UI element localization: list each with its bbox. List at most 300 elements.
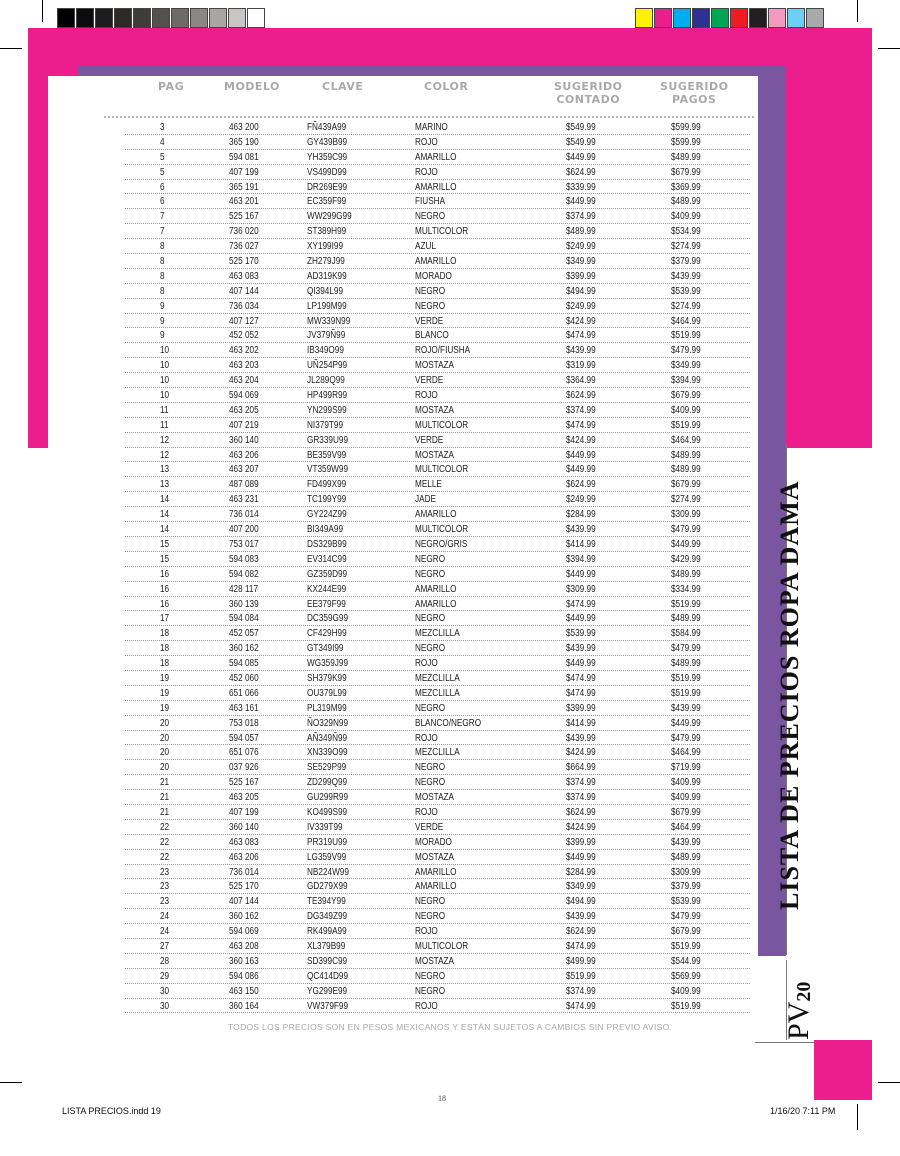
color-swatch — [749, 8, 767, 28]
cell-color: AMARILLO — [415, 881, 457, 893]
color-swatch — [152, 8, 170, 28]
cell-color: AMARILLO — [415, 151, 457, 163]
cell-clave: LP199M99 — [307, 300, 347, 312]
cell-clave: EE379F99 — [307, 598, 346, 610]
cell-modelo: 594 085 — [229, 658, 259, 670]
cell-color: MOSTAZA — [415, 851, 455, 863]
cell-contado: $349.99 — [566, 256, 596, 268]
cell-clave: SH379K99 — [307, 672, 347, 684]
cell-pag: 10 — [160, 345, 170, 357]
table-row — [125, 775, 750, 790]
cell-pag: 21 — [160, 806, 170, 818]
table-row — [125, 567, 750, 582]
cell-contado: $664.99 — [566, 762, 596, 774]
cell-pag: 16 — [160, 598, 170, 610]
table-row — [125, 671, 750, 686]
table-row — [125, 180, 750, 195]
cell-contado: $439.99 — [566, 732, 596, 744]
cell-modelo: 463 231 — [229, 494, 259, 506]
cell-contado: $439.99 — [566, 911, 596, 923]
cell-pagos: $519.99 — [671, 687, 701, 699]
grayscale-color-bar — [57, 8, 266, 28]
table-row — [125, 537, 750, 552]
cell-color: VERDE — [415, 315, 444, 327]
logo-underline — [755, 1042, 815, 1043]
cell-clave: UÑ254P99 — [307, 360, 348, 372]
cell-color: AMARILLO — [415, 866, 457, 878]
cell-clave: GR339U99 — [307, 434, 349, 446]
cell-clave: TE394Y99 — [307, 896, 346, 908]
table-row — [125, 597, 750, 612]
cell-color: NEGRO — [415, 911, 446, 923]
color-swatch — [635, 8, 653, 28]
cell-contado: $249.99 — [566, 494, 596, 506]
table-row — [125, 477, 750, 492]
cell-contado: $499.99 — [566, 955, 596, 967]
cell-pagos: $464.99 — [671, 434, 701, 446]
cell-pagos: $439.99 — [671, 270, 701, 282]
cell-pagos: $539.99 — [671, 896, 701, 908]
table-row — [125, 805, 750, 820]
cell-pagos: $409.99 — [671, 777, 701, 789]
side-title: LISTA DE PRECIOS ROPA DAMA — [775, 480, 804, 910]
cell-contado: $624.99 — [566, 166, 596, 178]
cell-clave: ZD299Q99 — [307, 777, 348, 789]
cell-clave: LG359V99 — [307, 851, 347, 863]
table-row — [125, 924, 750, 939]
cell-pagos: $379.99 — [671, 256, 701, 268]
cell-pagos: $409.99 — [671, 211, 701, 223]
cell-modelo: 736 034 — [229, 300, 259, 312]
table-row — [125, 850, 750, 865]
logo-main: PV — [782, 1001, 815, 1040]
header-pagos — [660, 80, 728, 106]
color-swatch — [95, 8, 113, 28]
process-color-bar — [635, 8, 825, 28]
cell-color: FIUSHA — [415, 196, 446, 208]
cell-pag: 22 — [160, 821, 170, 833]
cell-modelo: 736 027 — [229, 241, 259, 253]
cell-clave: PR319U99 — [307, 836, 348, 848]
cell-contado: $374.99 — [566, 777, 596, 789]
cell-clave: MW339N99 — [307, 315, 351, 327]
cell-color: MULTICOLOR — [415, 419, 469, 431]
cell-modelo: 407 199 — [229, 806, 259, 818]
cell-pag: 27 — [160, 940, 170, 952]
cell-clave: GD279X99 — [307, 881, 348, 893]
cell-pagos: $479.99 — [671, 524, 701, 536]
cell-pag: 16 — [160, 583, 170, 595]
cell-contado: $394.99 — [566, 553, 596, 565]
cell-clave: XY199I99 — [307, 241, 344, 253]
cell-pagos: $449.99 — [671, 717, 701, 729]
cell-color: BLANCO/NEGRO — [415, 717, 482, 729]
cell-clave: DG349Z99 — [307, 911, 348, 923]
cell-color: ROJO — [415, 166, 438, 178]
cell-contado: $439.99 — [566, 524, 596, 536]
color-swatch — [692, 8, 710, 28]
cell-pagos: $479.99 — [671, 732, 701, 744]
cell-clave: DC359G99 — [307, 613, 349, 625]
cell-pagos: $599.99 — [671, 136, 701, 148]
cell-pagos: $519.99 — [671, 419, 701, 431]
table-row — [125, 209, 750, 224]
cell-contado: $424.99 — [566, 821, 596, 833]
cell-color: NEGRO — [415, 985, 446, 997]
table-row — [125, 507, 750, 522]
cell-clave: ZH279J99 — [307, 256, 345, 268]
header-clave: CLAVE — [322, 80, 364, 93]
cell-pagos: $519.99 — [671, 940, 701, 952]
cell-pag: 5 — [160, 166, 165, 178]
cell-contado: $374.99 — [566, 792, 596, 804]
cell-modelo: 594 082 — [229, 568, 259, 580]
cell-clave: SD399C99 — [307, 955, 348, 967]
cell-color: MULTICOLOR — [415, 524, 469, 536]
cell-clave: NB224W99 — [307, 866, 349, 878]
cell-clave: ST389H99 — [307, 226, 347, 238]
table-row — [125, 686, 750, 701]
cell-pagos: $464.99 — [671, 747, 701, 759]
page-margin — [28, 448, 48, 1148]
cell-pag: 23 — [160, 881, 170, 893]
table-row — [125, 611, 750, 626]
cell-modelo: 428 117 — [229, 583, 259, 595]
cell-color: NEGRO — [415, 970, 446, 982]
cell-clave: ÑO329N99 — [307, 717, 349, 729]
cell-clave: XN339O99 — [307, 747, 348, 759]
table-row — [125, 745, 750, 760]
cell-color: NEGRO — [415, 568, 446, 580]
cell-pagos: $449.99 — [671, 538, 701, 550]
cell-pag: 13 — [160, 464, 170, 476]
cell-contado: $494.99 — [566, 896, 596, 908]
cell-contado: $374.99 — [566, 985, 596, 997]
color-swatch — [711, 8, 729, 28]
cell-contado: $249.99 — [566, 300, 596, 312]
cell-modelo: 360 163 — [229, 955, 259, 967]
cell-color: VERDE — [415, 375, 444, 387]
table-row — [125, 269, 750, 284]
cell-contado: $624.99 — [566, 926, 596, 938]
cell-contado: $549.99 — [566, 122, 596, 133]
color-swatch — [247, 8, 265, 28]
header-divider — [104, 116, 754, 118]
cell-contado: $449.99 — [566, 568, 596, 580]
cell-modelo: 594 083 — [229, 553, 259, 565]
cell-contado: $439.99 — [566, 643, 596, 655]
cell-modelo: 463 207 — [229, 464, 259, 476]
table-row — [125, 969, 750, 984]
cell-modelo: 360 162 — [229, 643, 259, 655]
cell-pagos: $679.99 — [671, 806, 701, 818]
cell-contado: $474.99 — [566, 330, 596, 342]
cell-modelo: 463 205 — [229, 792, 259, 804]
cell-clave: XL379B99 — [307, 940, 346, 952]
cell-clave: BI349A99 — [307, 524, 344, 536]
cell-pag: 28 — [160, 955, 170, 967]
table-row — [125, 790, 750, 805]
table-row — [125, 462, 750, 477]
cell-color: MOSTAZA — [415, 449, 455, 461]
cell-modelo: 525 170 — [229, 256, 259, 268]
cell-color: MEZCLILLA — [415, 628, 460, 640]
cell-pagos: $489.99 — [671, 613, 701, 625]
table-row — [125, 731, 750, 746]
table-row — [125, 284, 750, 299]
cell-clave: HP499R99 — [307, 390, 348, 402]
cell-color: ROJO/FIUSHA — [415, 345, 471, 357]
cell-contado: $439.99 — [566, 345, 596, 357]
cell-color: NEGRO — [415, 211, 446, 223]
cell-pagos: $479.99 — [671, 911, 701, 923]
cell-pagos: $409.99 — [671, 792, 701, 804]
color-swatch — [768, 8, 786, 28]
cell-pag: 24 — [160, 911, 170, 923]
cell-clave: AD319K99 — [307, 270, 347, 282]
cell-contado: $309.99 — [566, 583, 596, 595]
table-row — [125, 165, 750, 180]
cell-modelo: 525 167 — [229, 777, 259, 789]
cell-pagos: $274.99 — [671, 494, 701, 506]
cell-contado: $474.99 — [566, 419, 596, 431]
cell-contado: $414.99 — [566, 538, 596, 550]
cell-clave: GY439B99 — [307, 136, 348, 148]
table-row — [125, 239, 750, 254]
cell-color: NEGRO — [415, 285, 446, 297]
cell-contado: $424.99 — [566, 434, 596, 446]
table-row — [125, 865, 750, 880]
cell-color: MOSTAZA — [415, 955, 455, 967]
color-swatch — [654, 8, 672, 28]
cell-pag: 11 — [160, 404, 169, 416]
cell-color: MORADO — [415, 270, 452, 282]
cell-modelo: 594 081 — [229, 151, 259, 163]
cell-pag: 23 — [160, 866, 170, 878]
cell-pag: 23 — [160, 896, 170, 908]
cell-modelo: 407 199 — [229, 166, 259, 178]
table-row — [125, 418, 750, 433]
cell-contado: $449.99 — [566, 151, 596, 163]
table-row — [125, 522, 750, 537]
cell-pagos: $569.99 — [671, 970, 701, 982]
cell-contado: $474.99 — [566, 940, 596, 952]
cell-modelo: 360 140 — [229, 434, 259, 446]
color-swatch — [171, 8, 189, 28]
cell-pagos: $519.99 — [671, 598, 701, 610]
cell-pagos: $274.99 — [671, 300, 701, 312]
cell-contado: $249.99 — [566, 241, 596, 253]
cell-contado: $474.99 — [566, 672, 596, 684]
table-row — [125, 135, 750, 150]
cell-clave: KX244E99 — [307, 583, 347, 595]
cell-color: ROJO — [415, 1000, 438, 1012]
table-row — [125, 358, 750, 373]
cell-pagos: $429.99 — [671, 553, 701, 565]
cell-pagos: $679.99 — [671, 479, 701, 491]
cell-pag: 5 — [160, 151, 165, 163]
cell-color: ROJO — [415, 732, 438, 744]
cell-clave: NI379T99 — [307, 419, 344, 431]
cell-clave: YG299E99 — [307, 985, 348, 997]
cell-pag: 3 — [160, 122, 165, 133]
cell-pag: 22 — [160, 836, 170, 848]
cell-contado: $374.99 — [566, 211, 596, 223]
cell-contado: $414.99 — [566, 717, 596, 729]
cell-color: MEZCLILLA — [415, 687, 460, 699]
table-row — [125, 879, 750, 894]
slug-timestamp: 1/16/20 7:11 PM — [770, 1106, 836, 1116]
cell-pag: 7 — [160, 211, 165, 223]
cell-pagos: $544.99 — [671, 955, 701, 967]
cell-clave: CF429H99 — [307, 628, 347, 640]
table-row — [125, 492, 750, 507]
cell-pagos: $274.99 — [671, 241, 701, 253]
cell-modelo: 753 017 — [229, 538, 259, 550]
header-pag: PAG — [158, 80, 185, 93]
cell-clave: VT359W99 — [307, 464, 349, 476]
cell-clave: EV314C99 — [307, 553, 347, 565]
cell-clave: TC199Y99 — [307, 494, 347, 506]
table-row — [125, 820, 750, 835]
cell-pag: 24 — [160, 926, 170, 938]
cell-modelo: 463 205 — [229, 404, 259, 416]
cell-clave: WG359J99 — [307, 658, 349, 670]
cell-pagos: $349.99 — [671, 360, 701, 372]
cell-color: ROJO — [415, 658, 438, 670]
cell-modelo: 360 162 — [229, 911, 259, 923]
cell-clave: IB349O99 — [307, 345, 344, 357]
cell-clave: EC359F99 — [307, 196, 347, 208]
header-modelo: MODELO — [224, 80, 280, 93]
cell-clave: JL289Q99 — [307, 375, 345, 387]
cell-contado: $424.99 — [566, 747, 596, 759]
color-swatch — [114, 8, 132, 28]
color-swatch — [730, 8, 748, 28]
slug-filename: LISTA PRECIOS.indd 19 — [62, 1106, 161, 1116]
table-row — [125, 582, 750, 597]
cell-pagos: $464.99 — [671, 821, 701, 833]
table-row — [125, 954, 750, 969]
cell-pag: 9 — [160, 315, 165, 327]
cell-color: NEGRO — [415, 300, 446, 312]
header-contado — [554, 80, 622, 106]
cell-clave: FD499X99 — [307, 479, 347, 491]
cell-color: MORADO — [415, 836, 452, 848]
page-number: 18 — [438, 1094, 446, 1103]
cell-pagos: $519.99 — [671, 1000, 701, 1012]
cell-color: JADE — [415, 494, 436, 506]
cell-pag: 8 — [160, 256, 165, 268]
cell-modelo: 360 139 — [229, 598, 259, 610]
cell-contado: $474.99 — [566, 598, 596, 610]
cell-pagos: $519.99 — [671, 672, 701, 684]
table-row — [125, 299, 750, 314]
cell-pag: 21 — [160, 792, 170, 804]
cell-pag: 18 — [160, 658, 170, 670]
cell-modelo: 525 170 — [229, 881, 259, 893]
cell-modelo: 452 057 — [229, 628, 259, 640]
cell-contado: $364.99 — [566, 375, 596, 387]
cell-color: MOSTAZA — [415, 792, 455, 804]
cell-modelo: 360 140 — [229, 821, 259, 833]
cell-contado: $449.99 — [566, 449, 596, 461]
cell-clave: OU379L99 — [307, 687, 347, 699]
cell-color: MEZCLILLA — [415, 672, 460, 684]
cell-pag: 19 — [160, 702, 170, 714]
cell-clave: DS329B99 — [307, 538, 347, 550]
cell-contado: $449.99 — [566, 658, 596, 670]
cell-contado: $319.99 — [566, 360, 596, 372]
cell-pag: 30 — [160, 1000, 170, 1012]
cell-color: MOSTAZA — [415, 360, 455, 372]
cell-color: AMARILLO — [415, 181, 457, 193]
cell-contado: $624.99 — [566, 806, 596, 818]
cell-pagos: $489.99 — [671, 568, 701, 580]
cell-color: NEGRO — [415, 643, 446, 655]
cell-pagos: $489.99 — [671, 151, 701, 163]
cell-modelo: 651 076 — [229, 747, 259, 759]
cell-pag: 9 — [160, 300, 165, 312]
crop-mark — [878, 48, 900, 49]
cell-clave: FÑ439A99 — [307, 122, 347, 133]
cell-modelo: 365 191 — [229, 181, 259, 193]
cell-pag: 22 — [160, 851, 170, 863]
cell-pagos: $489.99 — [671, 196, 701, 208]
table-row — [125, 433, 750, 448]
cell-pag: 6 — [160, 181, 165, 193]
pv20-logo — [782, 982, 816, 1040]
cell-contado: $449.99 — [566, 196, 596, 208]
cell-color: MULTICOLOR — [415, 226, 469, 238]
cell-pagos: $584.99 — [671, 628, 701, 640]
cell-pagos: $489.99 — [671, 464, 701, 476]
cell-pagos: $439.99 — [671, 702, 701, 714]
cell-pag: 14 — [160, 494, 170, 506]
pink-corner-block — [814, 1040, 872, 1100]
cell-pag: 14 — [160, 524, 170, 536]
cell-contado: $399.99 — [566, 702, 596, 714]
cell-clave: GY224Z99 — [307, 509, 347, 521]
cell-pagos: $599.99 — [671, 122, 701, 133]
cell-modelo: 452 060 — [229, 672, 259, 684]
cell-color: NEGRO — [415, 613, 446, 625]
cell-pagos: $379.99 — [671, 881, 701, 893]
color-swatch — [190, 8, 208, 28]
crop-mark — [42, 0, 43, 22]
cell-clave: GU299R99 — [307, 792, 349, 804]
cell-pagos: $309.99 — [671, 509, 701, 521]
cell-modelo: 736 020 — [229, 226, 259, 238]
crop-mark — [878, 1082, 900, 1083]
cell-modelo: 463 083 — [229, 270, 259, 282]
cell-pag: 12 — [160, 434, 170, 446]
cell-clave: VW379F99 — [307, 1000, 349, 1012]
crop-mark — [0, 48, 22, 49]
cell-contado: $519.99 — [566, 970, 596, 982]
crop-mark — [0, 1082, 22, 1083]
table-row — [125, 448, 750, 463]
cell-color: AZUL — [415, 241, 436, 253]
cell-color: BLANCO — [415, 330, 449, 342]
cell-modelo: 594 069 — [229, 926, 259, 938]
cell-clave: KO499S99 — [307, 806, 348, 818]
cell-pag: 10 — [160, 390, 170, 402]
table-row — [125, 552, 750, 567]
cell-color: AMARILLO — [415, 598, 457, 610]
cell-pag: 6 — [160, 196, 165, 208]
table-row — [125, 254, 750, 269]
